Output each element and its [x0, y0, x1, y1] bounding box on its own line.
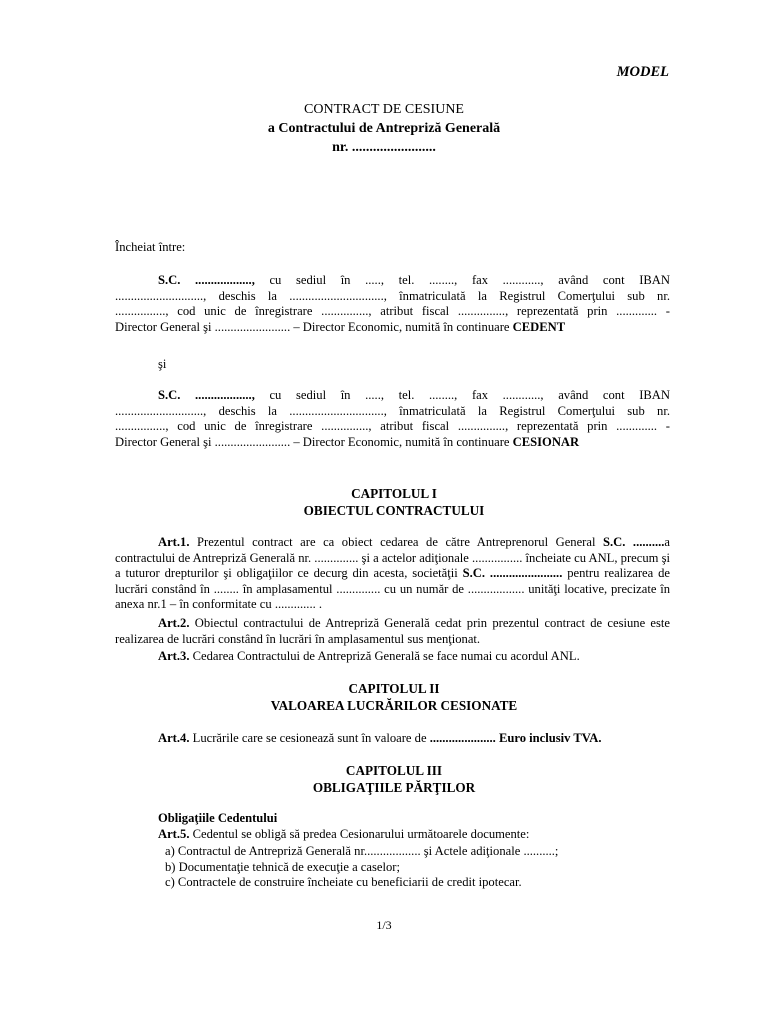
party-cedent-line3: ................, cod unic de înregistrare ..............., atribut fiscal ..............., reprezentată prin ............. -: [115, 304, 670, 319]
chapter1-subheading: OBIECTUL CONTRACTULUI: [303, 503, 485, 518]
party-cedent-line1: cu sediul în ....., tel. ........, fax ............, având cont IBAN: [254, 273, 670, 287]
article-5: [158, 827, 713, 843]
party-cedent-line2: ............................, deschis la .............................., înmatriculată la Registrul Comerţului sub nr.: [115, 288, 670, 303]
art3-label: Art.3.: [158, 649, 190, 663]
party-cesionar-line4: Director General şi ........................ – Director Economic, numită în continuare: [115, 434, 513, 449]
conjunction-si: şi: [158, 357, 167, 371]
art1-sc-cedent: S.C. ..........: [603, 535, 665, 549]
art1-text-a: Prezentul contract are ca obiect cedarea de către Antreprenorul General: [189, 535, 603, 549]
cedent-obligations-title: Obligaţiile Cedentului: [158, 811, 278, 825]
article-4: [115, 731, 670, 747]
intro-text: Încheiat între:: [115, 240, 186, 254]
page-number: 1/3: [376, 918, 392, 932]
chapter3-subheading: OBLIGAŢIILE PĂRŢILOR: [312, 780, 476, 795]
party-cedent-role: CEDENT: [512, 319, 566, 334]
art4-value: ..................... Euro inclusiv TVA.: [429, 731, 602, 745]
list-item: b) Documentaţie tehnică de execuţie a caselor;: [165, 859, 400, 874]
chapter1-heading: CAPITOLUL I: [351, 486, 437, 501]
art1-label: Art.1.: [158, 535, 190, 549]
article-2: [115, 616, 670, 647]
chapter2-heading: CAPITOLUL II: [348, 681, 440, 696]
art1-text-c: pentru realizarea de lucrări constând în ........ în amplasamentul .............. cu un număr de .................. unităţi locative, precizate în anexa nr.1 – în conformitate cu ............. .: [115, 566, 670, 612]
party-cesionar-line1: cu sediul în ....., tel. ........, fax ............, având cont IBAN: [254, 388, 670, 402]
art5-text: Cedentul se obligă să predea Cesionarului următoarele documente:: [189, 827, 530, 841]
art2-text: Obiectul contractului de Antrepriză Generală cedat prin prezentul contract de cesiune este realizarea de lucrări constând în lucrări în amplasamentul sus menţionat.: [115, 616, 670, 646]
party-cedent: [115, 273, 670, 335]
contract-subtitle: a Contractului de Antrepriză Generală: [267, 121, 501, 136]
art2-label: Art.2.: [158, 616, 190, 630]
party-cesionar-line2: ............................, deschis la .............................., înmatriculată la Registrul Comerţului sub nr.: [115, 403, 670, 418]
party-cesionar-role: CESIONAR: [512, 434, 580, 449]
art4-text: Lucrările care se cesionează sunt în valoare de: [189, 731, 430, 745]
party-cesionar-line3: ................, cod unic de înregistrare ..............., atribut fiscal ..............., reprezentată prin ............. -: [115, 419, 670, 434]
list-item: a) Contractul de Antrepriză Generală nr.................. şi Actele adiţionale ..........;: [165, 844, 559, 858]
contract-number: nr. ........................: [332, 140, 436, 155]
list-item: c) Contractele de construire încheiate cu beneficiarii de credit ipotecar.: [165, 875, 522, 890]
chapter2-subheading: VALOAREA LUCRĂRILOR CESIONATE: [270, 698, 518, 713]
contract-title: CONTRACT DE CESIUNE: [304, 102, 464, 117]
art1-sc-cesionar: S.C. .......................: [462, 566, 563, 581]
art4-label: Art.4.: [158, 731, 190, 745]
party-cedent-line4: Director General şi ........................ – Director Economic, numită în continuare: [115, 319, 513, 334]
article-3: [115, 649, 670, 665]
chapter3-heading: CAPITOLUL III: [345, 763, 443, 778]
party-cesionar: [115, 388, 670, 450]
model-label: MODEL: [616, 64, 669, 80]
art3-text: Cedarea Contractului de Antrepriză Generală se face numai cu acordul ANL.: [189, 649, 580, 663]
art1-text-b: a contractului de Antrepriză Generală nr. .............. şi a actelor adiţionale ................ încheiate cu ANL, precum şi a tuturor drepturilor şi obligaţiilor ce decurg din acesta, societăţii: [115, 535, 670, 581]
party-cedent-sc: S.C. ..................,: [158, 273, 255, 287]
document-list: [165, 844, 558, 891]
art5-label: Art.5.: [158, 827, 190, 841]
article-1: [115, 535, 670, 613]
party-cesionar-sc: S.C. ..................,: [158, 388, 255, 402]
